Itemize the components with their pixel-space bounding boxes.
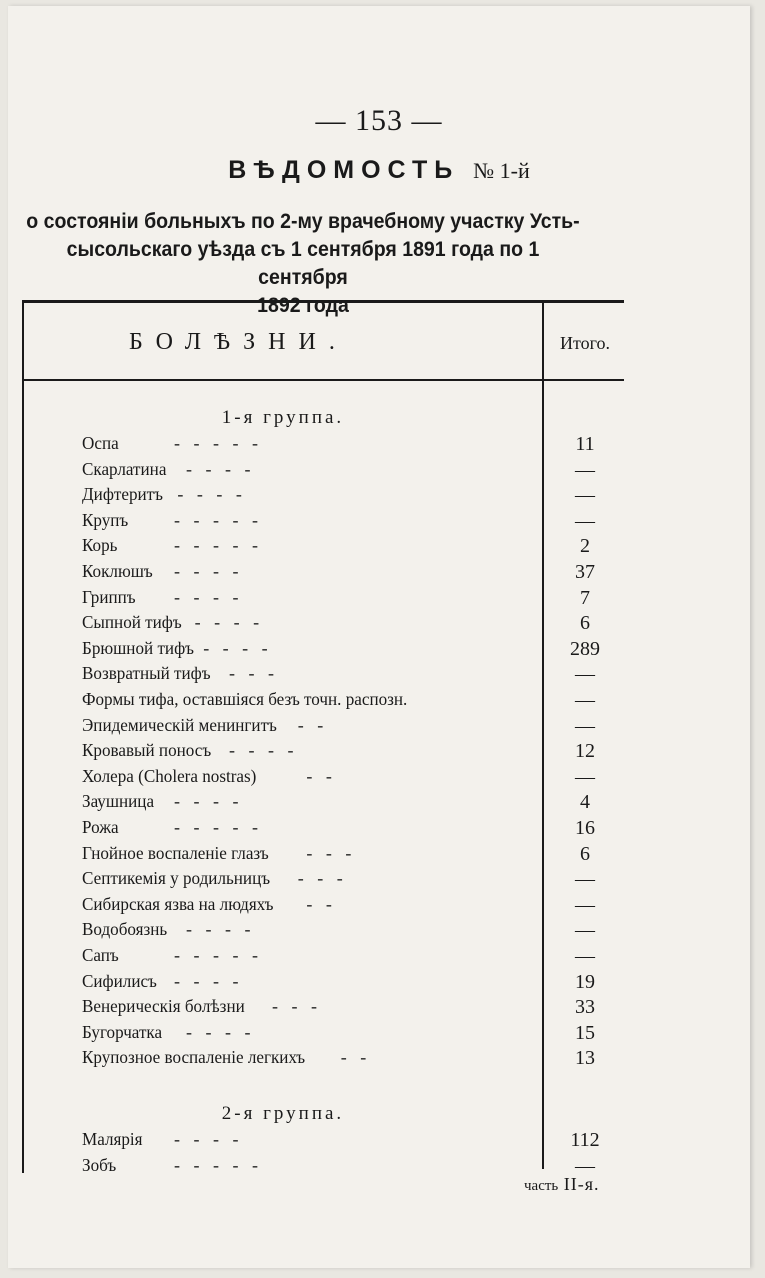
leader-dashes: - - -	[297, 868, 343, 889]
leader-dashes: - -	[306, 765, 332, 786]
header-rule	[24, 379, 624, 381]
disease-name: Сыпной тифъ	[82, 612, 182, 633]
total-value: 37	[575, 561, 595, 583]
total-value: 16	[575, 817, 595, 839]
group-title: 1-я группа.	[221, 407, 345, 428]
total-value: —	[575, 689, 595, 711]
disease-name: Сапъ	[82, 945, 119, 965]
total-value: 6	[580, 612, 590, 635]
disease-name: Оспа	[82, 433, 119, 453]
disease-name: Венерическія болѣзни	[82, 996, 245, 1017]
leader-dashes: - - - -	[203, 637, 268, 658]
total-value: 13	[575, 1047, 595, 1070]
page-number: — 153 —	[315, 104, 443, 137]
total-value: —	[575, 458, 595, 481]
table-row	[24, 510, 624, 534]
disease-name: Септикемія у родильницъ	[82, 868, 271, 889]
total-value: 6	[580, 842, 590, 865]
leader-dashes: - - -	[229, 663, 274, 684]
leader-dashes: - - - - -	[174, 433, 258, 453]
total-value: —	[575, 509, 595, 532]
total-value: 33	[575, 996, 595, 1019]
table-row	[24, 1129, 624, 1153]
part-label: часть	[524, 1178, 559, 1194]
table-row	[24, 894, 624, 918]
leader-dashes: - - - - -	[174, 817, 258, 837]
leader-dashes: - - - -	[174, 791, 239, 812]
table-row	[24, 791, 624, 815]
disease-name: Бугорчатка	[82, 1021, 163, 1042]
leader-dashes: - - - -	[229, 740, 294, 761]
column-header-diseases: БОЛѢЗНИ.	[129, 329, 348, 355]
total-value: —	[575, 663, 595, 686]
disease-name: Зобъ	[82, 1154, 117, 1175]
disease-name: Крупозное воспаленіе легкихъ	[82, 1047, 306, 1068]
disease-name: Коклюшъ	[82, 561, 153, 581]
table-row	[24, 971, 624, 995]
disease-name: Скарлатина	[82, 458, 167, 479]
leader-dashes: - - - -	[186, 458, 251, 479]
total-value: —	[575, 765, 595, 788]
table-row	[24, 689, 624, 713]
total-value: 12	[575, 740, 595, 763]
table-row	[24, 996, 624, 1020]
disease-name: Малярія	[82, 1129, 143, 1149]
part-footer	[524, 1174, 600, 1195]
table-row	[24, 945, 624, 969]
leader-dashes: - - - - -	[174, 509, 258, 530]
table-row	[24, 868, 624, 892]
table-row	[24, 433, 624, 457]
total-value: 11	[575, 433, 595, 455]
total-value: —	[575, 1154, 595, 1177]
table-row	[24, 484, 624, 508]
subtitle-line-2: сысольскаго уѣзда съ 1 сентября 1891 года по 1 сентября	[66, 238, 540, 289]
leader-dashes: - - - -	[177, 484, 242, 505]
disease-name: Корь	[82, 535, 118, 556]
subtitle-line-1: о состояніи больныхъ по 2-му врачебному участку Усть-	[26, 210, 580, 233]
leader-dashes: - - - -	[174, 586, 239, 607]
table-row	[24, 919, 624, 943]
leader-dashes: - - - - -	[174, 1154, 258, 1175]
table-row	[24, 587, 624, 611]
total-value: —	[575, 945, 595, 967]
leader-dashes: - -	[306, 893, 332, 914]
total-value: —	[575, 714, 595, 737]
subtitle-line-3: 1892 года	[257, 294, 349, 317]
table-row	[24, 1047, 624, 1071]
table-row	[24, 638, 624, 662]
leader-dashes: - - - - -	[174, 535, 258, 556]
table-row	[24, 561, 624, 585]
table-row	[24, 740, 624, 764]
document-title-number: № 1-й	[473, 158, 530, 183]
leader-dashes: - -	[340, 1047, 367, 1068]
disease-name: Брюшной тифъ	[82, 637, 194, 658]
table-row	[24, 535, 624, 559]
total-value: 2	[580, 535, 590, 558]
disease-name: Холера (Cholera nostras)	[82, 765, 257, 786]
document-title	[8, 156, 750, 185]
table-row	[24, 843, 624, 867]
disease-name: Водобоязнь	[82, 919, 168, 940]
table-row	[24, 766, 624, 790]
total-value: —	[575, 484, 595, 507]
total-value: 112	[570, 1129, 600, 1151]
table-row	[24, 817, 624, 841]
part-number: II-я.	[563, 1174, 600, 1194]
disease-name: Заушница	[82, 791, 155, 812]
leader-dashes: - - - -	[186, 1021, 251, 1042]
group-title: 2-я группа.	[221, 1103, 345, 1124]
total-value: 289	[570, 637, 600, 660]
total-value: 19	[575, 970, 595, 993]
disease-name: Эпидемическій менингитъ	[82, 714, 277, 735]
total-value: 15	[575, 1021, 595, 1044]
leader-dashes: - -	[297, 714, 324, 735]
table-row	[24, 715, 624, 739]
table-row	[24, 612, 624, 636]
total-value: 7	[580, 586, 590, 609]
total-value: —	[575, 868, 595, 891]
total-value: —	[575, 919, 595, 942]
disease-name: Формы тифа, оставшіяся безъ точн. распозн.	[82, 689, 408, 709]
table-row	[24, 459, 624, 483]
disease-name: Рожа	[82, 817, 119, 837]
table-row	[24, 663, 624, 687]
leader-dashes: - - -	[306, 842, 352, 863]
leader-dashes: - - - -	[186, 919, 251, 940]
disease-table	[22, 300, 624, 1177]
leader-dashes: - - - -	[174, 970, 239, 991]
disease-name: Сибирская язва на людяхъ	[82, 893, 274, 914]
disease-name: Возвратный тифъ	[82, 663, 211, 684]
disease-name: Гриппъ	[82, 586, 136, 607]
leader-dashes: - - -	[272, 996, 317, 1017]
leader-dashes: - - - - -	[174, 945, 258, 965]
leader-dashes: - - - -	[194, 612, 260, 633]
disease-name: Кровавый поносъ	[82, 740, 212, 761]
total-value: 4	[580, 791, 590, 814]
disease-name: Сифилисъ	[82, 970, 157, 991]
total-value: —	[575, 893, 595, 916]
disease-name: Гнойное воспаленіе глазъ	[82, 842, 269, 863]
table-row	[24, 1022, 624, 1046]
column-header-total: Итого.	[559, 333, 611, 353]
leader-dashes: - - - -	[174, 561, 239, 581]
disease-name: Дифтеритъ	[82, 484, 163, 505]
disease-name: Крупъ	[82, 509, 129, 530]
book-page	[8, 6, 750, 1268]
document-title-main: ВѢДОМОСТЬ	[228, 156, 460, 184]
leader-dashes: - - - -	[174, 1129, 239, 1149]
